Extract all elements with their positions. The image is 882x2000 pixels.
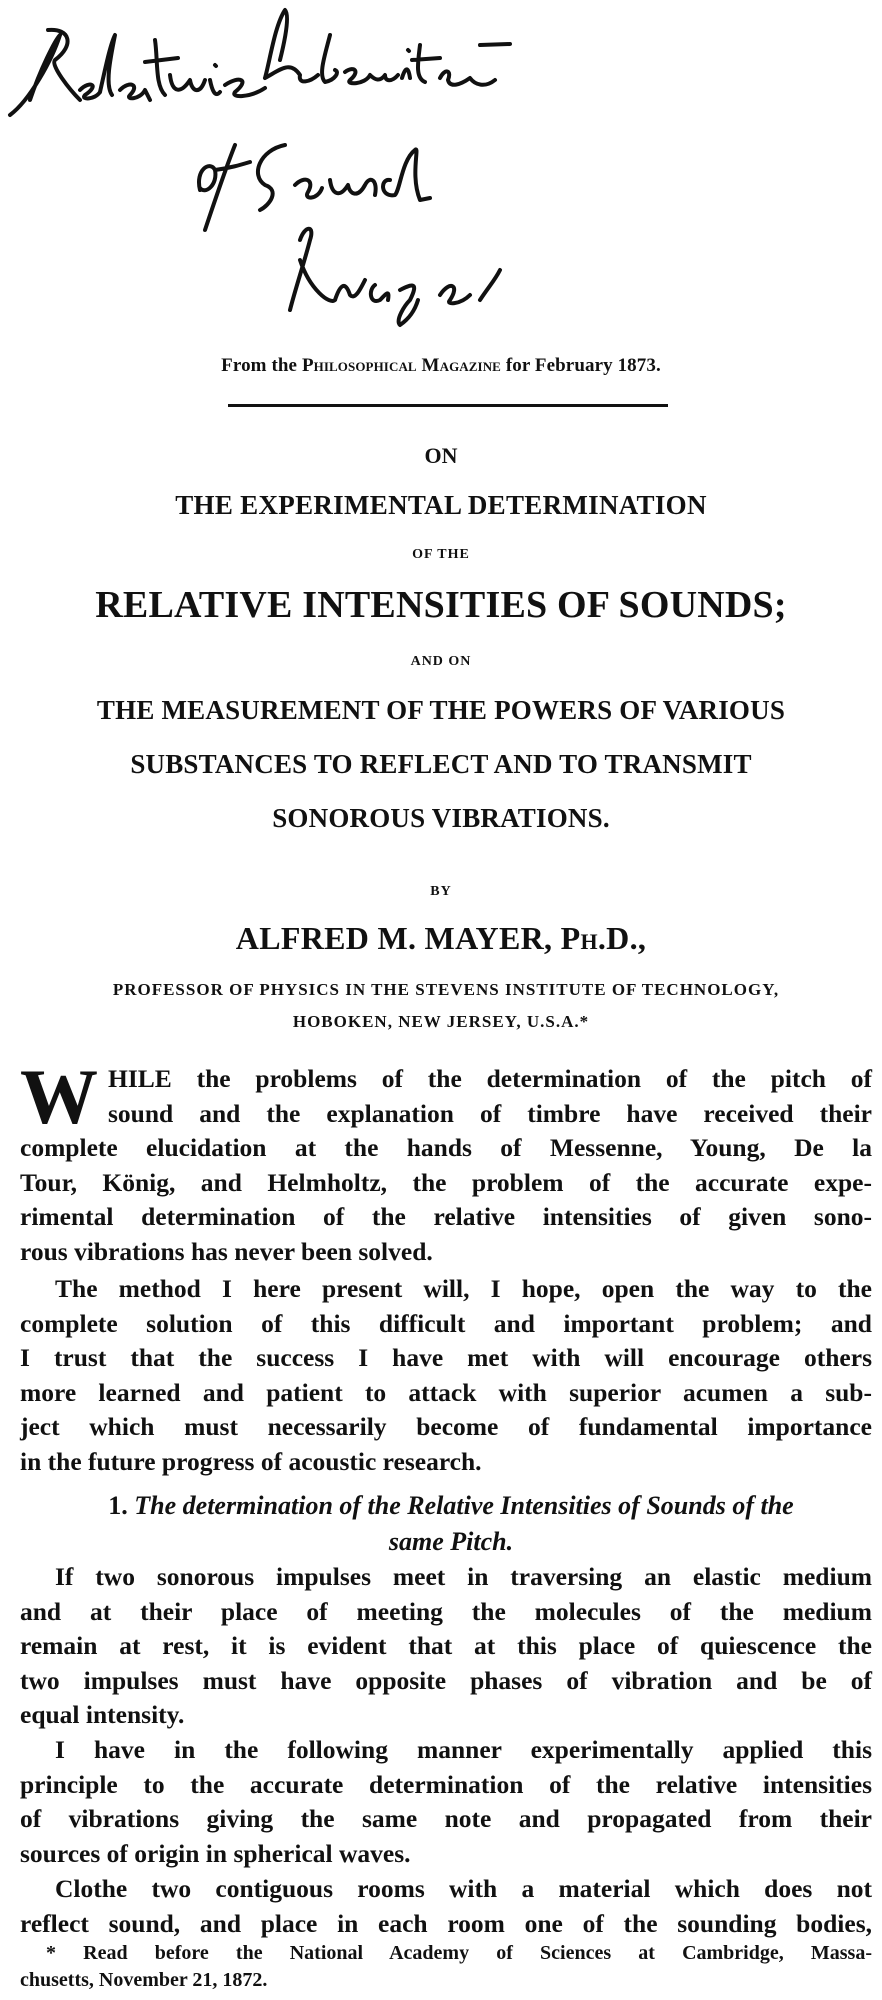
paragraph-application — [20, 1733, 872, 1871]
text-line: sound and the explanation of timbre have received their — [108, 1098, 872, 1128]
paragraph-rooms — [20, 1872, 872, 1941]
text-line: complete solution of this difficult and important problem; and — [20, 1308, 872, 1338]
source-citation — [0, 355, 882, 377]
text-line: Clothe two contiguous rooms with a material which does not — [55, 1874, 872, 1903]
title-line-4: SUBSTANCES TO REFLECT AND TO TRANSMIT — [130, 749, 752, 779]
title-main: RELATIVE INTENSITIES OF SOUNDS; — [95, 584, 787, 626]
text-line: complete elucidation at the hands of Messenne, Young, De la — [20, 1133, 872, 1162]
section-number: 1. — [108, 1491, 128, 1520]
text-line: ject which must necessarily become of fundamental importance — [20, 1412, 872, 1441]
text-line: reflect sound, and place in each room one of the sounding bodies, — [20, 1908, 872, 1938]
paragraph-intro — [20, 1053, 872, 1269]
text-line: I have in the following manner experimentally applied this — [55, 1735, 872, 1764]
text-line: I trust that the success I have met with will encourage others — [20, 1343, 872, 1372]
horizontal-rule — [228, 404, 668, 407]
source-suffix: for February 1873. — [500, 355, 661, 376]
title-line-3: THE MEASUREMENT OF THE POWERS OF VARIOUS — [96, 695, 786, 725]
section-heading — [30, 1488, 872, 1560]
text-line: sources of origin in spherical waves. — [20, 1838, 411, 1868]
text-line: more learned and patient to attack with superior acumen a sub- — [20, 1377, 872, 1407]
handwriting-strokes — [0, 0, 882, 330]
source-prefix: From the — [221, 355, 302, 376]
title-line-1: THE EXPERIMENTAL DETERMINATION — [175, 490, 707, 520]
text-line: rous vibrations has never been solved. — [20, 1236, 433, 1266]
author-name-text: ALFRED M. MAYER, — [235, 920, 561, 956]
paragraph-method — [20, 1272, 872, 1479]
byline-by: BY — [430, 884, 452, 899]
author-degree: Ph.D., — [560, 920, 647, 956]
section-title-line-2: same Pitch. — [388, 1527, 514, 1556]
drop-cap: W — [20, 1053, 98, 1140]
text-line: and at their place of meeting the molecules of the medium — [20, 1596, 872, 1626]
handwritten-annotation — [0, 0, 882, 330]
text-line: HILE the problems of the determination of the pitch of — [108, 1064, 872, 1093]
text-line: The method I here present will, I hope, open the way to the — [55, 1274, 872, 1303]
title-line-5: SONOROUS VIBRATIONS. — [272, 803, 610, 833]
text-line: in the future progress of acoustic research. — [20, 1446, 482, 1476]
text-line: rimental determination of the relative intensities of given sono- — [20, 1202, 872, 1231]
text-line: of vibrations giving the same note and propagated from their — [20, 1804, 872, 1833]
author-name — [0, 920, 882, 957]
title-and-on: AND ON — [410, 654, 472, 669]
text-line: equal intensity. — [20, 1700, 185, 1729]
text-line: remain at rest, it is evident that at this place of quiescence the — [20, 1631, 872, 1660]
footnote-line: chusetts, November 21, 1872. — [20, 1969, 268, 1991]
footnote — [20, 1940, 872, 1994]
text-line: principle to the accurate determination of the relative intensities — [20, 1769, 872, 1799]
source-journal: Philosophical Magazine — [301, 355, 501, 376]
text-line: two impulses must have opposite phases of vibration and be of — [20, 1665, 872, 1695]
footnote-line: * Read before the National Academy of Sciences at Cambridge, Massa- — [46, 1942, 872, 1964]
text-line: Tour, König, and Helmholtz, the problem of the accurate expe- — [20, 1167, 872, 1197]
title-of-the: OF THE — [412, 547, 470, 562]
text-line: If two sonorous impulses meet in traversing an elastic medium — [55, 1562, 872, 1591]
author-location: HOBOKEN, NEW JERSEY, U.S.A.* — [292, 1012, 590, 1031]
section-title-line-1: The determination of the Relative Intensities of Sounds of the — [134, 1491, 794, 1520]
author-affiliation: PROFESSOR OF PHYSICS IN THE STEVENS INSTITUTE OF TECHNOLOGY, — [112, 980, 780, 999]
title-on: ON — [424, 443, 458, 468]
paragraph-principle — [20, 1560, 872, 1733]
